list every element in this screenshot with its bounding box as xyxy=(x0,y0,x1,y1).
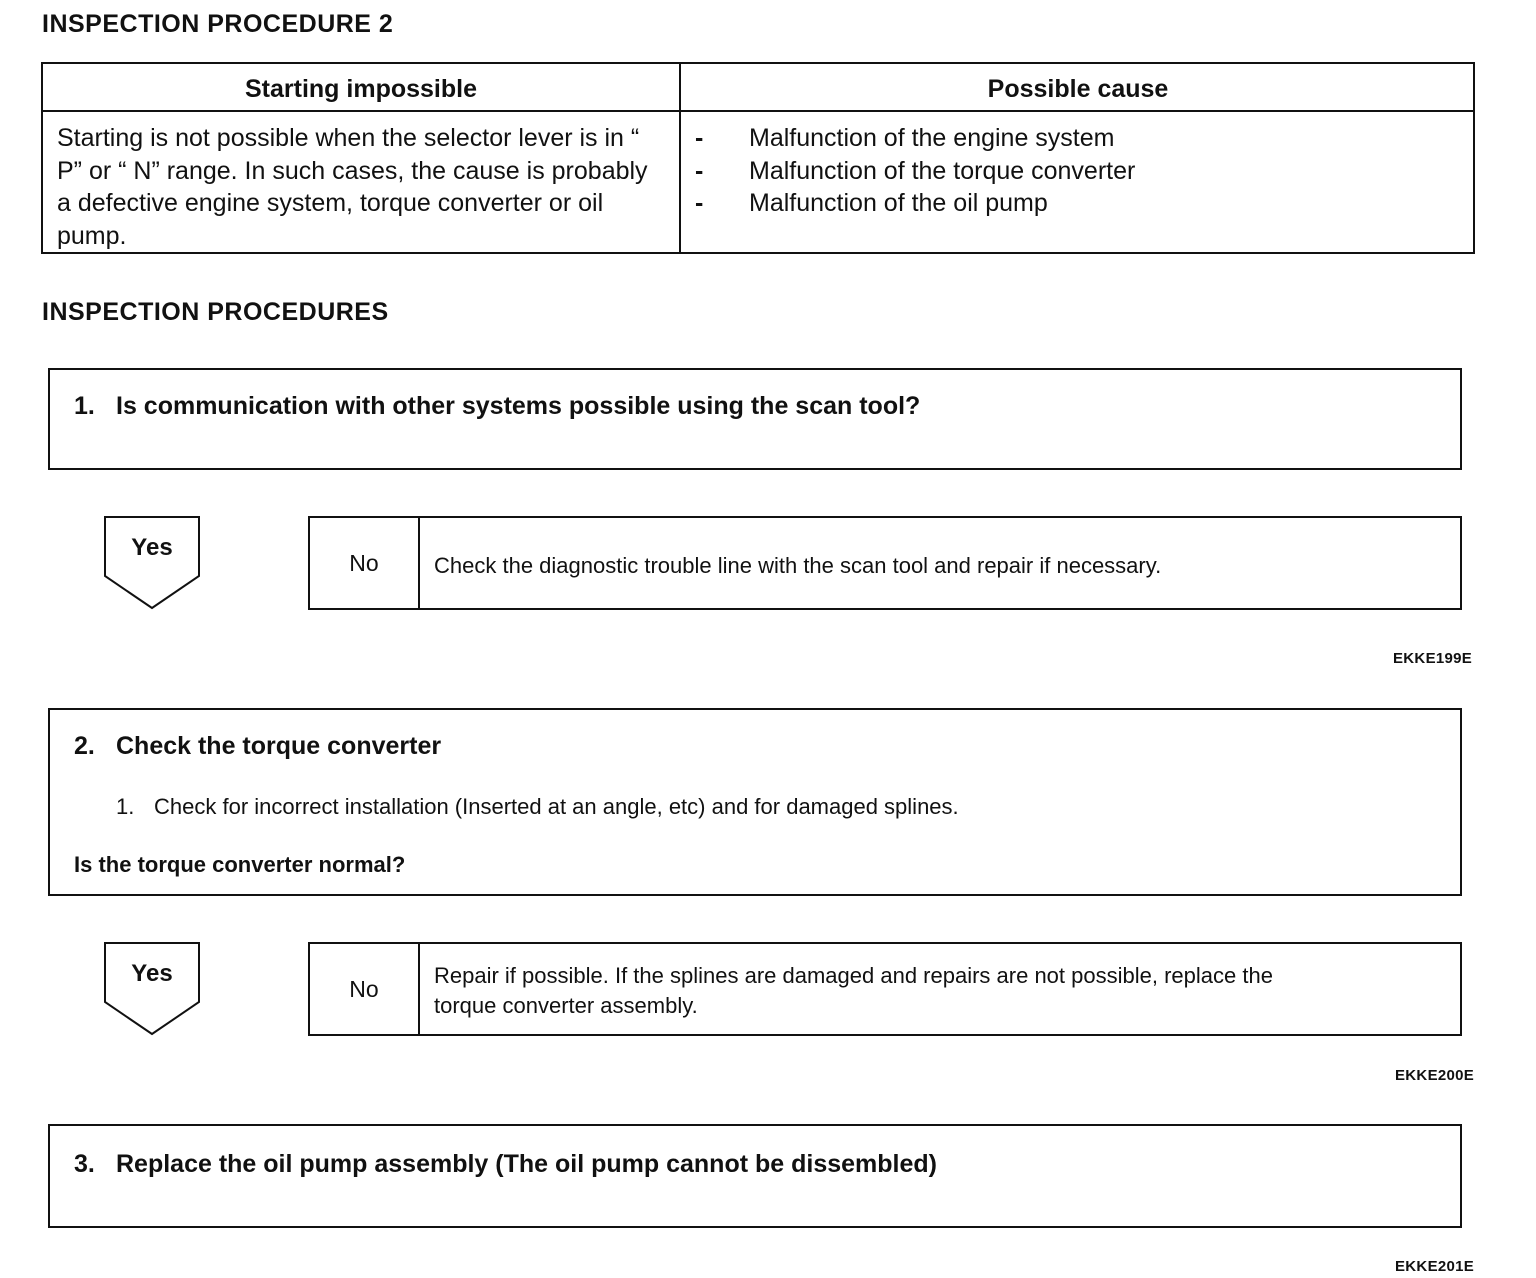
step-title-text: Check the torque converter xyxy=(116,732,442,760)
yes-label: Yes xyxy=(131,960,173,987)
step-2-title xyxy=(74,732,441,761)
step-1-no-box xyxy=(308,516,1462,610)
down-arrow-icon xyxy=(104,516,200,610)
step-3-title xyxy=(74,1150,937,1179)
table-header-divider xyxy=(43,110,1473,112)
yes-label: Yes xyxy=(131,534,173,561)
substep xyxy=(116,794,959,820)
step-2-box xyxy=(48,708,1462,896)
step-title-text: Replace the oil pump assembly (The oil pump cannot be dissembled) xyxy=(116,1150,937,1178)
possible-cause-item: - Malfunction of the engine system xyxy=(695,122,1455,155)
step-1-box xyxy=(48,368,1462,470)
step-title-text: Is communication with other systems possible using the scan tool? xyxy=(116,392,921,420)
step-number: 3. xyxy=(74,1150,95,1178)
summary-table xyxy=(41,62,1475,254)
step-number: 1. xyxy=(74,392,95,420)
step-2-no-box xyxy=(308,942,1462,1036)
figure-code: EKKE199E xyxy=(1393,650,1473,667)
page-title: INSPECTION PROCEDURE 2 xyxy=(42,10,394,38)
figure-code: EKKE201E xyxy=(1395,1258,1475,1275)
no-label: No xyxy=(310,518,420,608)
step-2-question: Is the torque converter normal? xyxy=(74,852,406,877)
down-arrow-icon xyxy=(104,942,200,1036)
symptom-description: Starting is not possible when the selector lever is in “ P” or “ N” range. In such cases, the cause is probably a defective engine system, torque converter or oil pump. xyxy=(57,124,648,250)
no-action-text: Repair if possible. If the splines are damaged and repairs are not possible, replace the torque converter assembly. xyxy=(434,963,1273,1018)
possible-cause-item: - Malfunction of the oil pump xyxy=(695,187,1455,220)
figure-code: EKKE200E xyxy=(1395,1067,1475,1084)
possible-cause-item: - Malfunction of the torque converter xyxy=(695,155,1455,188)
header-starting-impossible: Starting impossible xyxy=(245,75,477,103)
step-3-box xyxy=(48,1124,1462,1228)
step-2-yes-arrow xyxy=(104,942,200,1036)
substep-text: Check for incorrect installation (Inserted at an angle, etc) and for damaged splines. xyxy=(154,794,959,819)
substep-number: 1. xyxy=(116,794,135,819)
no-label: No xyxy=(310,944,420,1034)
header-possible-cause: Possible cause xyxy=(987,75,1169,103)
step-number: 2. xyxy=(74,732,95,760)
no-action-text: Check the diagnostic trouble line with the scan tool and repair if necessary. xyxy=(434,553,1162,578)
step-1-title xyxy=(74,392,920,421)
step-1-yes-arrow xyxy=(104,516,200,610)
procedures-heading: INSPECTION PROCEDURES xyxy=(42,298,389,326)
possible-cause-list xyxy=(695,122,1455,220)
